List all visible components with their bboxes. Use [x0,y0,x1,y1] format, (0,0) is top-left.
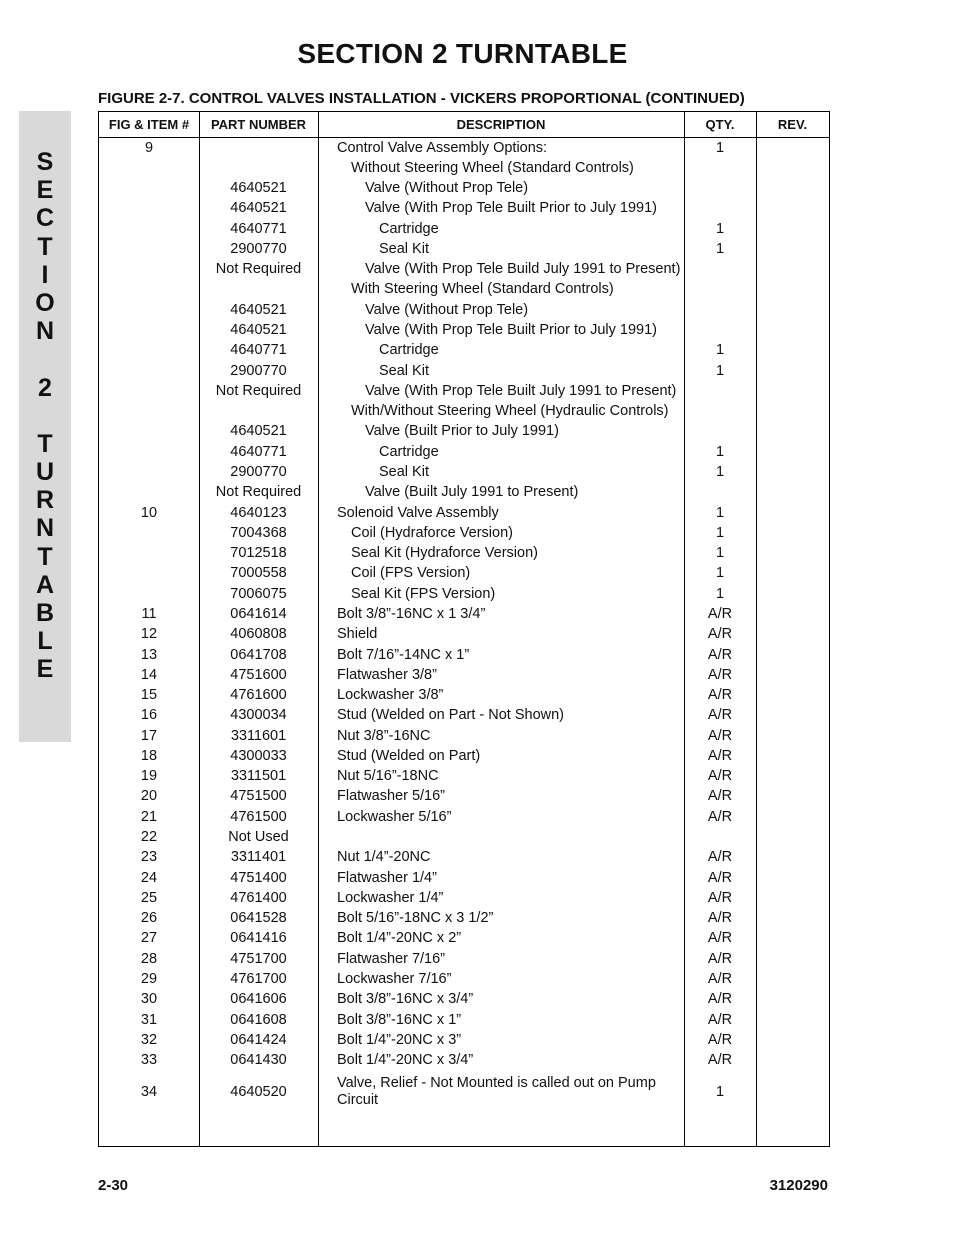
description-cell: Seal Kit [379,362,429,379]
table-row [99,158,829,178]
part-number-cell: 0641614 [230,605,287,622]
description-cell: Valve (Built July 1991 to Present) [365,484,579,501]
qty-cell: A/R [707,849,733,866]
qty-cell: A/R [707,626,733,643]
side-tab-letter: S [36,148,54,176]
table-row [99,726,829,746]
part-number-cell: 7012518 [230,545,287,562]
table-row [99,401,829,421]
fig-item-cell: 26 [140,910,158,927]
fig-item-cell: 20 [140,788,158,805]
table-row [99,888,829,908]
side-tab-letter: N [35,317,55,346]
part-number-cell: 4761600 [230,687,287,704]
description-cell: Nut 3/8”-16NC [337,727,431,744]
side-tab-letter [19,345,71,373]
part-number-cell: 0641416 [230,930,287,947]
table-row [99,219,829,239]
table-row [99,807,829,827]
description-cell: Lockwasher 3/8” [337,687,444,704]
figure-title: FIGURE 2-7. CONTROL VALVES INSTALLATION - VICKERS PROPORTIONAL (CONTINUED) [98,90,745,107]
table-row [99,746,829,766]
part-number-cell: 4640771 [230,220,287,237]
qty-cell: 1 [715,1084,725,1101]
description-cell: With Steering Wheel (Standard Controls) [351,281,614,298]
description-cell: Cartridge [379,342,439,359]
table-row [99,868,829,888]
qty-cell: A/R [707,869,733,886]
part-number-cell: 0641608 [230,1011,287,1028]
qty-cell: A/R [707,930,733,947]
part-number-cell: 4640521 [230,301,287,318]
qty-cell: 1 [715,443,725,460]
table-row [99,624,829,644]
side-tab-letter: T [37,429,53,458]
part-number-cell: 4300033 [230,747,287,764]
table-row [99,239,829,259]
fig-item-cell: 12 [140,626,158,643]
description-cell: Flatwasher 5/16” [337,788,445,805]
qty-cell: A/R [707,605,733,622]
part-number-cell: 7000558 [230,565,287,582]
header-qty: QTY. [705,117,735,132]
description-cell: Seal Kit [379,240,429,257]
description-cell: Bolt 1/4”-20NC x 3/4” [337,1052,474,1069]
table-row [99,381,829,401]
table-row [99,178,829,198]
description-cell: Lockwasher 1/4” [337,889,444,906]
qty-cell: 1 [715,565,725,582]
part-number-cell: 3311601 [230,727,287,744]
side-tab-letter: A [35,570,55,599]
part-number-cell: 2900770 [230,362,287,379]
qty-cell: A/R [707,687,733,704]
qty-cell: A/R [707,666,733,683]
table-row [99,1072,829,1112]
table-row [99,1010,829,1030]
description-cell: Stud (Welded on Part - Not Shown) [337,707,565,724]
description-cell: Seal Kit [379,463,429,480]
table-row [99,523,829,543]
fig-item-cell: 34 [140,1084,158,1101]
header-description: DESCRIPTION [456,117,546,132]
part-number-cell: 4640521 [230,322,287,339]
part-number-cell: 4751700 [230,950,287,967]
table-row [99,705,829,725]
description-cell: Control Valve Assembly Options: [337,139,548,156]
part-number-cell: 4640771 [230,443,287,460]
fig-item-cell: 22 [140,829,158,846]
description-cell: Valve (With Prop Tele Built July 1991 to Present) [365,382,677,399]
description-cell: Flatwasher 1/4” [337,869,437,886]
description-cell: Shield [337,626,378,643]
description-cell: Nut 5/16”-18NC [337,768,439,785]
table-row [99,604,829,624]
side-tab-letter: E [36,655,54,684]
description-cell: Coil (Hydraforce Version) [351,524,513,541]
part-number-cell: Not Required [215,261,302,278]
description-cell: Valve (With Prop Tele Build July 1991 to Present) [365,261,681,278]
qty-cell: A/R [707,727,733,744]
qty-cell: A/R [707,970,733,987]
table-row [99,503,829,523]
description-cell: Seal Kit (Hydraforce Version) [351,545,538,562]
description-cell: Lockwasher 5/16” [337,808,452,825]
section-title: SECTION 2 TURNTABLE [297,38,628,69]
qty-cell: A/R [707,910,733,927]
table-row [99,847,829,867]
qty-cell: 1 [715,504,725,521]
table-row [99,786,829,806]
side-tab-letter: U [35,458,55,487]
description-cell: Lockwasher 7/16” [337,970,452,987]
fig-item-cell: 16 [140,707,158,724]
table-row [99,1030,829,1050]
part-number-cell: 7004368 [230,524,287,541]
header-part-number: PART NUMBER [210,117,307,132]
part-number-cell: 4751600 [230,666,287,683]
description-cell: Cartridge [379,443,439,460]
table-row [99,421,829,441]
part-number-cell: 4640520 [230,1084,287,1101]
description-cell: Nut 1/4”-20NC [337,849,431,866]
qty-cell: 1 [715,463,725,480]
fig-item-cell: 21 [140,808,158,825]
side-tab-letters [19,148,71,684]
fig-item-cell: 32 [140,1031,158,1048]
qty-cell: 1 [715,240,725,257]
fig-item-cell: 23 [140,849,158,866]
fig-item-cell: 30 [140,991,158,1008]
table-row [99,340,829,360]
qty-cell: A/R [707,950,733,967]
part-number-cell: 4761500 [230,808,287,825]
side-tab-letter: I [41,260,49,289]
table-row [99,969,829,989]
part-number-cell: 0641430 [230,1052,287,1069]
table-row [99,543,829,563]
parts-table [98,111,830,1147]
part-number-cell: 4761700 [230,970,287,987]
part-number-cell: Not Used [228,829,289,846]
side-tab-letter: T [37,232,53,261]
qty-cell: 1 [715,139,725,156]
description-cell: Valve (With Prop Tele Built Prior to July 1991) [365,322,658,339]
description-cell: Valve, Relief - Not Mounted is called out on Pump Circuit [337,1075,656,1109]
fig-item-cell: 15 [140,687,158,704]
fig-item-cell: 29 [140,970,158,987]
qty-cell: A/R [707,646,733,663]
description-cell: Without Steering Wheel (Standard Controls) [351,159,634,176]
table-row [99,1050,829,1070]
table-row [99,584,829,604]
table-row [99,198,829,218]
side-tab-letter: R [35,486,55,515]
part-number-cell: 4640771 [230,342,287,359]
fig-item-cell: 25 [140,889,158,906]
qty-cell: 1 [715,524,725,541]
qty-cell: A/R [707,768,733,785]
fig-item-cell: 28 [140,950,158,967]
qty-cell: A/R [707,1011,733,1028]
table-row [99,665,829,685]
table-row [99,279,829,299]
description-cell: With/Without Steering Wheel (Hydraulic Controls) [351,403,669,420]
description-cell: Bolt 5/16”-18NC x 3 1/2” [337,910,494,927]
table-row [99,442,829,462]
description-cell: Stud (Welded on Part) [337,747,481,764]
fig-item-cell: 27 [140,930,158,947]
qty-cell: 1 [715,342,725,359]
table-row [99,361,829,381]
fig-item-cell: 19 [140,768,158,785]
qty-cell: A/R [707,1031,733,1048]
part-number-cell: 4640123 [230,504,287,521]
table-row [99,949,829,969]
side-tab-letter: T [37,542,53,571]
description-cell: Bolt 3/8”-16NC x 1” [337,1011,462,1028]
description-cell: Flatwasher 7/16” [337,950,445,967]
fig-item-cell: 24 [140,869,158,886]
table-row [99,928,829,948]
fig-item-cell: 14 [140,666,158,683]
description-cell: Bolt 3/8”-16NC x 1 3/4” [337,605,486,622]
side-tab-letter: B [35,599,55,627]
fig-item-cell: 10 [140,504,158,521]
table-row [99,645,829,665]
side-tab-letter [19,402,71,430]
header-rev: REV. [777,117,808,132]
fig-item-cell: 11 [141,605,157,622]
qty-cell: 1 [715,585,725,602]
side-tab-letter: C [35,204,55,233]
description-cell: Solenoid Valve Assembly [337,504,499,521]
part-number-cell: 3311401 [230,849,287,866]
part-number-cell: 7006075 [230,585,287,602]
qty-cell: A/R [707,889,733,906]
table-row [99,563,829,583]
description-cell: Valve (Built Prior to July 1991) [365,423,559,440]
side-tab-letter: E [36,176,54,205]
part-number-cell: 4060808 [230,626,287,643]
part-number-cell: 2900770 [230,463,287,480]
description-cell: Valve (Without Prop Tele) [365,180,529,197]
fig-item-cell: 17 [140,727,158,744]
table-row [99,259,829,279]
table-row [99,908,829,928]
part-number-cell: 2900770 [230,240,287,257]
description-cell: Cartridge [379,220,439,237]
qty-cell: A/R [707,1052,733,1069]
side-tab-letter: O [35,288,55,317]
fig-item-cell: 13 [140,646,158,663]
section-side-tab [19,111,71,742]
part-number-cell: 4761400 [230,889,287,906]
description-cell: Seal Kit (FPS Version) [351,585,496,602]
description-cell: Coil (FPS Version) [351,565,471,582]
qty-cell: A/R [707,707,733,724]
table-row [99,462,829,482]
table-row [99,482,829,502]
part-number-cell: Not Required [215,382,302,399]
description-cell: Bolt 7/16”-14NC x 1” [337,646,470,663]
table-row [99,827,829,847]
part-number-cell: 4751400 [230,869,287,886]
table-row [99,300,829,320]
description-cell: Valve (Without Prop Tele) [365,301,529,318]
description-cell: Bolt 1/4”-20NC x 3” [337,1031,462,1048]
description-cell: Bolt 1/4”-20NC x 2” [337,930,462,947]
part-number-cell: 4640521 [230,200,287,217]
description-cell: Valve (With Prop Tele Built Prior to July 1991) [365,200,658,217]
qty-cell: A/R [707,788,733,805]
document-number: 3120290 [769,1177,828,1194]
fig-item-cell: 18 [140,747,158,764]
qty-cell: A/R [707,991,733,1008]
description-cell: Flatwasher 3/8” [337,666,437,683]
table-row [99,138,829,158]
header-fig-item: FIG & ITEM # [108,117,190,132]
side-tab-letter: N [35,514,55,543]
description-cell: Bolt 3/8”-16NC x 3/4” [337,991,474,1008]
part-number-cell: 4300034 [230,707,287,724]
fig-item-cell: 31 [140,1011,158,1028]
part-number-cell: 0641424 [230,1031,287,1048]
table-row [99,685,829,705]
table-row [99,320,829,340]
side-tab-letter: 2 [38,373,52,402]
part-number-cell: 3311501 [230,768,287,785]
qty-cell: A/R [707,747,733,764]
qty-cell: 1 [715,545,725,562]
part-number-cell: 0641606 [230,991,287,1008]
part-number-cell: 4640521 [230,180,287,197]
qty-cell: 1 [715,220,725,237]
table-row [99,766,829,786]
fig-item-cell: 9 [144,139,154,156]
part-number-cell: 0641528 [230,910,287,927]
part-number-cell: 0641708 [230,646,287,663]
part-number-cell: 4640521 [230,423,287,440]
part-number-cell: 4751500 [230,788,287,805]
table-row [99,989,829,1009]
part-number-cell: Not Required [215,484,302,501]
qty-cell: 1 [715,362,725,379]
fig-item-cell: 33 [140,1052,158,1069]
qty-cell: A/R [707,808,733,825]
side-tab-letter: L [37,627,53,656]
page-number: 2-30 [98,1177,129,1194]
